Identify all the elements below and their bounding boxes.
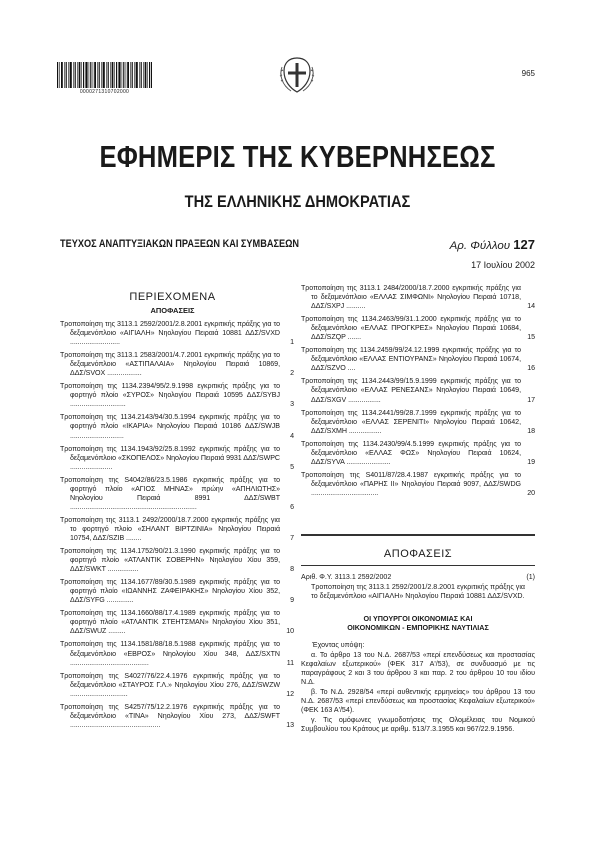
toc-entry-page: 16 [527,364,535,373]
ministry-line: ΟΙ ΥΠΟΥΡΓΟΙ ΟΙΚΟΝΟΜΙΑΣ ΚΑΙ [363,614,473,623]
toc-entry-text: Τροποποίηση της 3113.1 2492/2000/18.7.2000 εγκριτικής πράξης για το φορτηγό πλοίο «ΣΗΛΑΝΤ ΒΙΡΤΖΙΝΙΑ» Νηολογίου Πειραιά 10754, ΔΔΣ/SZIB ........ [60,515,280,542]
toc-entry[interactable] [301,440,535,467]
toc-entry-text: Τροποποίηση της 3113.1 2484/2000/18.7.2000 εγκριτικής πράξης για το δεξαμενόπλοιο «ΕΛΛΑΣ ΣΙΜΦΩΝΙ» Νηολογίου Πειραιά 10718, ΔΔΣ/SXPJ .......... [301,284,521,311]
toc-entry-text: Τροποποίηση της 3113.1 2583/2001/4.7.2001 εγκριτικής πράξης για το δεξαμενόπλοιο «ΑΣΤΙΠΑΛΑΙΑ» Νηολογίου Πειραιά 10869, ΔΔΣ/SVOX .................. [60,351,280,378]
toc-entry-page: 19 [527,457,535,466]
barcode-number: 0000271310702000 [79,89,130,95]
toc-entry-page: 14 [527,302,535,311]
toc-entry-text: Τροποποίηση της 1134.1943/92/25.8.1992 εγκριτικής πράξης για το δεξαμενόπλοιο «ΣΚΟΠΕΛΟΣ» Νηολογίου Πειραιά 9931 ΔΔΣ/SWPC ...................... [60,444,280,471]
toc-entry-text: Τροποποίηση της 1134.2430/99/4.5.1999 εγκριτικής πράξης για το δεξαμενόπλοιο «ΕΛΛΑΣ ΦΩΣ» Νηολογίου Πειραιά 10624, ΔΔΣ/SYVA ....................... [301,439,521,466]
toc-entry-page: 15 [527,333,535,342]
section-divider [301,534,535,536]
toc-entry-page: 17 [527,395,535,404]
toc-entry[interactable] [60,320,294,347]
toc-entry-text: Τροποποίηση της 1134.2441/99/28.7.1999 εγκριτικής πράξης για το δεξαμενόπλοιο «ΕΛΛΑΣ ΣΕΡΕΝΙΤΙ» Νηολογίου Πειραιά 10642, ΔΔΣ/SXMH ................. [301,408,521,435]
toc-entry[interactable] [301,409,535,436]
toc-entry[interactable] [60,476,294,512]
toc-entry[interactable] [301,377,535,404]
toc-entry[interactable] [301,315,535,342]
toc-entry-page: 2 [290,369,294,378]
toc-entry[interactable] [60,640,294,667]
toc-entry-page: 6 [290,502,294,511]
barcode [57,62,152,88]
toc-entry-page: 20 [527,488,535,497]
toc-entry-page: 12 [286,689,294,698]
toc-entry-page: 5 [290,462,294,471]
toc-entry-text: Τροποποίηση της 1134.1677/89/30.5.1989 εγκριτικής πράξης για το φορτηγό πλοίο «ΙΩΑΝΝΗΣ ΖΑΦΕΙΡΑΚΗΣ» Νηολογίου Χίου 352, ΔΔΣ/SYFG .............. [60,578,280,605]
paragraph-a: α. Το άρθρο 13 του Ν.Δ. 2687/53 «περί επενδύσεως και προστασίας Κεφαλαίων εξωτερικού» (ΦΕΚ 317 Α'/53), σε συνδυασμό με τις παραγράφους 2 και 3 του άρθρου 3 και παρ. 2 του άρθρου 10 του ιδίου Ν.Δ. [301,651,535,687]
decision-reference [301,573,535,581]
contents-right-column [301,284,535,502]
toc-entry-page: 7 [290,533,294,542]
toc-entry-page: 18 [527,426,535,435]
toc-entry-page: 1 [290,338,294,347]
toc-entry-page: 3 [290,400,294,409]
section-divider [301,565,535,566]
decision-reference-text: Αριθ. Φ.Υ. 3113.1 2592/2002 [301,573,392,581]
toc-entry-page: 9 [290,596,294,605]
contents-left-column [60,320,294,734]
toc-entry[interactable] [60,516,294,543]
toc-entry-text: Τροποποίηση της S4011/87/28.4.1987 εγκριτικής πράξης για το δεξαμενόπλοιο «ΠΑΡΗΣ ΙΙ» Νηολογίου Πειραιά 9097, ΔΔΣ/SWDG ................................... [301,470,521,497]
issue-number [400,237,535,252]
toc-entry-page: 10 [286,627,294,636]
contents-subtitle: ΑΠΟΦΑΣΕΙΣ [150,306,195,315]
toc-entry-page: 11 [286,658,294,667]
having-regard: Έχοντας υπόψη: [312,641,365,649]
toc-entry-text: Τροποποίηση της S4257/75/12.2.1976 εγκριτικής πράξης για το δεξαμενόπλοιο «ΤΙΝΑ» Νηολογίου Χίου 273, ΔΔΣ/SWFT ............................................... [60,702,280,729]
toc-entry[interactable] [60,445,294,472]
toc-entry[interactable] [301,346,535,373]
toc-entry-text: Τροποποίηση της S4027/76/22.4.1976 εγκριτικής πράξης για το δεξαμενόπλοιο «ΣΤΑΥΡΟΣ Γ.Λ.» Νηολογίου Χίου 276, ΔΔΣ/SWZW .............................. [60,671,280,698]
series-name: ΤΕΥΧΟΣ ΑΝΑΠΤΥΞΙΑΚΩΝ ΠΡΑΞΕΩΝ ΚΑΙ ΣΥΜΒΑΣΕΩΝ [60,238,300,250]
section-title: ΑΠΟΦΑΣΕΙΣ [383,548,453,560]
toc-entry[interactable] [60,547,294,574]
toc-entry-text: Τροποποίηση της 1134.1660/88/17.4.1989 εγκριτικής πράξης για το φορτηγό πλοίο «ΑΤΛΑΝΤΙΚ ΣΤΕΗΤΣΜΑΝ» Νηολογίου Χίου 351, ΔΔΣ/SWUZ ......... [60,609,280,636]
toc-entry[interactable] [60,382,294,409]
toc-entry-page: 4 [290,431,294,440]
toc-entry-text: Τροποποίηση της 1134.2459/99/24.12.1999 εγκριτικής πράξης για το δεξαμενόπλοιο «ΕΛΛΑΣ ΕΝΤΙΟΥΡΑΝΣ» Νηολογίου Πειραιά 10674, ΔΔΣ/SZVO .... [301,346,521,373]
gazette-subtitle: ΤΗΣ ΕΛΛΗΝΙΚΗΣ ΔΗΜΟΚΡΑΤΙΑΣ [184,192,411,211]
toc-entry-text: Τροποποίηση της 1134.2443/99/15.9.1999 εγκριτικής πράξης για το δεξαμενόπλοιο «ΕΛΛΑΣ ΡΕΝΕΣΑΝΣ» Νηολογίου Πειραιά 10649, ΔΔΣ/SXGV ................. [301,377,521,404]
toc-entry[interactable] [60,351,294,378]
gazette-title: ΕΦΗΜΕΡΙΣ ΤΗΣ ΚΥΒΕΡΝΗΣΕΩΣ [99,140,496,174]
page-number: 965 [521,69,535,78]
issuing-ministries [301,614,535,633]
toc-entry-page: 13 [286,720,294,729]
toc-entry[interactable] [301,284,535,311]
issue-date: 17 Ιουλίου 2002 [471,260,535,270]
toc-entry-page: 8 [290,565,294,574]
paragraph-c: γ. Τις ομόφωνες γνωμοδοτήσεις της Ολομέλειας του Νομικού Συμβουλίου του Κράτους με αριθμ. 513/7.3.1955 και 967/22.9.1956. [301,716,535,734]
toc-entry[interactable] [60,578,294,605]
decision-title: Τροποποίηση της 3113.1 2592/2001/2.8.2001 εγκριτικής πράξης για το δεξαμενόπλοιο «ΑΙΓΙΑΛΗ» Νηολογίου Πειραιά 10881 ΔΔΣ/SVXD. [311,583,525,601]
contents-title: ΠΕΡΙΕΧΟΜΕΝΑ [129,291,216,303]
toc-entry[interactable] [60,609,294,636]
toc-entry[interactable] [301,471,535,498]
toc-entry[interactable] [60,703,294,730]
ministry-line: ΟΙΚΟΝΟΜΙΚΩΝ - ΕΜΠΟΡΙΚΗΣ ΝΑΥΤΙΛΙΑΣ [347,623,489,633]
greek-coat-of-arms-icon [279,55,315,95]
toc-entry[interactable] [60,672,294,699]
toc-entry-text: Τροποποίηση της 1134.2143/94/30.5.1994 εγκριτικής πράξης για το φορτηγό πλοίο «ΙΚΑΡΙΑ» Νηολογίου Πειραιά 10186 ΔΔΣ/SWJB ............................ [60,413,280,440]
toc-entry-text: Τροποποίηση της 1134.1581/88/18.5.1988 εγκριτικής πράξης για το δεξαμενόπλοιο «ΕΒΡΟΣ» Νηολογίου Χίου 348, ΔΔΣ/SXTN ......................................... [60,640,280,667]
paragraph-b: β. Το Ν.Δ. 2928/54 «περί αυθεντικής ερμηνείας» του άρθρου 13 του Ν.Δ. 2687/53 «περί επενδύσεως και προστασίας Κεφαλαίων εξωτερικού» (ΦΕΚ 163 Α'/54). [301,688,535,715]
toc-entry-text: Τροποποίηση της 1134.2394/95/2.9.1998 εγκριτικής πράξης για το φορτηγό πλοίο «ΣΥΡΟΣ» Νηολογίου Πειραιά 10595 ΔΔΣ/SYBJ ............................. [60,382,280,409]
toc-entry-text: Τροποποίηση της S4042/86/23.5.1986 εγκριτικής πράξης για το φορτηγό πλοίο «ΑΓΙΟΣ ΜΗΝΑΣ» πρώην «ΑΠΗΛΙΩΤΗΣ» Νηολογίου Πειραιά 8991 ΔΔΣ/SWBT .................................................................. [60,475,280,511]
toc-entry[interactable] [60,413,294,440]
issue-label: Αρ. Φύλλου [449,240,511,252]
issue-number-value: 127 [513,237,535,252]
decision-reference-number: (1) [526,573,535,581]
toc-entry-text: Τροποποίηση της 1134.1752/90/21.3.1990 εγκριτικής πράξης για το φορτηγό πλοίο «ΑΤΛΑΝΤΙΚ ΣΟΒΕΡΗΝ» Νηολογίου Χίου 359, ΔΔΣ/SWKT ................ [60,547,280,574]
toc-entry-text: Τροποποίηση της 1134.2463/99/31.1.2000 εγκριτικής πράξης για το δεξαμενόπλοιο «ΕΛΛΑΣ ΠΡΟΓΚΡΕΣ» Νηολογίου Πειραιά 10684, ΔΔΣ/SZQP ....... [301,315,521,342]
toc-entry-text: Τροποποίηση της 3113.1 2592/2001/2.8.2001 εγκριτικής πράξης για το δεξαμενόπλοιο «ΑΙΓΙΑΛΗ» Νηολογίου Πειραιά 10881 ΔΔΣ/SVXD .......................... [60,320,280,347]
